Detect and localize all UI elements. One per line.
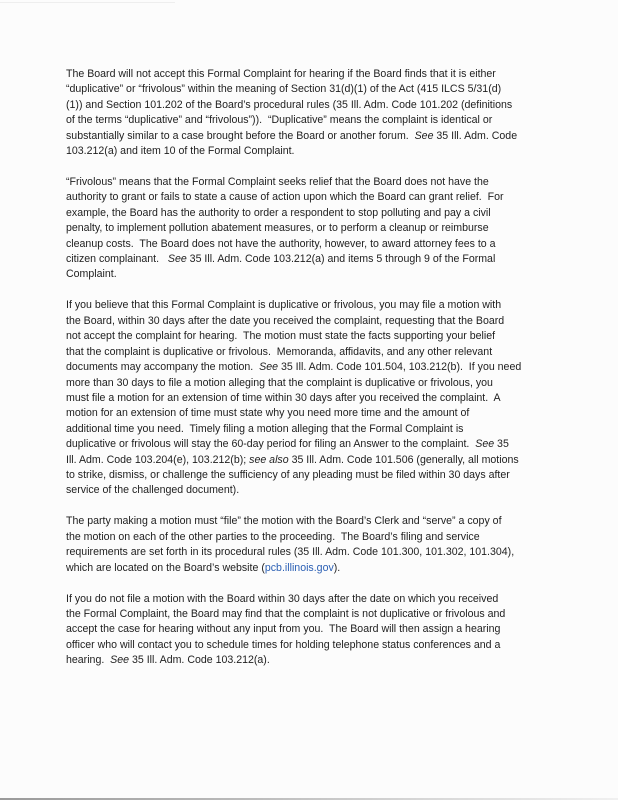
text-segment: “duplicative” or “frivolous” within the meaning of Section 31(d)(1) of the Act (415 ILCS 5/31(d)	[66, 83, 502, 96]
text-line	[66, 267, 556, 282]
text-line	[66, 530, 556, 545]
text-segment: the Board, within 30 days after the date you received the complaint, requesting that the Board	[66, 314, 505, 327]
text-line	[66, 67, 556, 82]
website-link[interactable]: pcb.illinois.gov	[264, 561, 334, 574]
italic-citation-signal: see also	[249, 453, 289, 466]
text-segment: substantially similar to a case brought before the Board or another forum.	[66, 129, 415, 142]
text-segment: the Formal Complaint, the Board may find that the complaint is not duplicative or frivolous and	[66, 607, 506, 620]
text-segment: If you do not file a motion with the Board within 30 days after the date on which you received	[66, 592, 499, 605]
text-segment: documents may accompany the motion.	[66, 361, 260, 374]
text-segment: motion for an extension of time must state why you need more time and the amount of	[66, 407, 470, 420]
paragraph-file-and-serve	[66, 514, 556, 576]
text-segment: hearing.	[66, 654, 111, 667]
text-segment: 35 Ill. Adm. Code 103.212(a) and items 5 through 9 of the Formal	[186, 253, 496, 266]
text-segment: “Frivolous” means that the Formal Complaint seeks relief that the Board does not have the	[66, 176, 489, 189]
paragraph-motion-filing	[66, 298, 556, 498]
text-line	[66, 376, 556, 391]
text-segment: authority to grant or fails to state a cause of action upon which the Board can grant relief. For	[66, 191, 504, 204]
italic-citation-signal: See	[475, 438, 495, 451]
paragraph-no-motion	[66, 592, 556, 669]
text-line	[66, 561, 556, 576]
text-line	[66, 206, 556, 221]
italic-citation-signal: See	[414, 129, 434, 142]
text-segment: citizen complainant.	[66, 253, 168, 266]
text-line	[66, 653, 556, 668]
text-segment: more than 30 days to file a motion alleging that the complaint is duplicative or frivolous, you	[66, 376, 493, 389]
text-segment: The party making a motion must “file” the motion with the Board’s Clerk and “serve” a copy of	[66, 515, 502, 528]
text-line	[66, 468, 556, 483]
text-segment: accept the case for hearing without any input from you. The Board will then assign a hearing	[66, 623, 501, 636]
text-segment: ).	[333, 561, 341, 574]
text-line	[66, 329, 556, 344]
text-line	[66, 638, 556, 653]
text-segment: (1)) and Section 101.202 of the Board’s procedural rules (35 Ill. Adm. Code 101.202 (definitions	[66, 98, 513, 111]
text-segment: The Board will not accept this Formal Complaint for hearing if the Board finds that it is either	[66, 68, 496, 80]
italic-citation-signal: See	[259, 361, 278, 374]
text-line	[66, 113, 556, 128]
text-segment: example, the Board has the authority to order a respondent to stop polluting and pay a civil	[66, 206, 491, 219]
text-line	[66, 607, 556, 622]
text-segment: 35 Ill. Adm. Code 103.212(a).	[129, 654, 270, 667]
text-line	[66, 483, 556, 498]
text-segment: 35 Ill. Adm. Code 101.506 (generally, all motions	[288, 453, 519, 466]
text-line	[66, 237, 556, 252]
text-line	[66, 592, 556, 607]
document-body	[66, 67, 556, 684]
paragraph-frivolous-definition	[66, 175, 556, 283]
text-segment: officer who will contact you to schedule times for holding telephone status conferences and a	[66, 638, 501, 651]
text-line	[66, 453, 556, 468]
text-segment: the motion on each of the other parties to the proceeding. The Board’s filing and service	[66, 530, 480, 543]
text-line	[66, 345, 556, 360]
text-line	[66, 437, 556, 452]
text-segment: 35	[494, 438, 509, 451]
text-segment: of the terms “duplicative” and “frivolous”)). “Duplicative” means the complaint is identical or	[66, 114, 493, 127]
text-line	[66, 252, 556, 267]
text-line	[66, 314, 556, 329]
italic-citation-signal: See	[110, 654, 130, 667]
text-line	[66, 422, 556, 437]
text-segment: must file a motion for an extension of time within 30 days after you received the complaint. A	[66, 391, 501, 404]
text-segment: If you believe that this Formal Complaint is duplicative or frivolous, you may file a motion with	[66, 299, 502, 312]
text-segment: cleanup costs. The Board does not have the authority, however, to award attorney fees to a	[66, 237, 496, 250]
text-line	[66, 391, 556, 406]
text-segment: service of the challenged document).	[66, 484, 240, 497]
text-line	[66, 190, 556, 205]
text-segment: to strike, dismiss, or challenge the sufficiency of any pleading must be filed within 30 days after	[66, 468, 510, 481]
text-segment: Ill. Adm. Code 103.204(e), 103.212(b);	[66, 453, 250, 466]
text-line	[66, 129, 556, 144]
text-line	[66, 360, 556, 375]
text-line	[66, 144, 556, 159]
text-segment: requirements are set forth in its procedural rules (35 Ill. Adm. Code 101.300, 101.302, 101.304),	[66, 546, 515, 559]
text-line	[66, 82, 556, 97]
text-line	[66, 298, 556, 313]
scan-edge-top	[0, 2, 175, 3]
text-line	[66, 175, 556, 190]
paragraph-not-accept	[66, 67, 556, 159]
text-segment: 35 Ill. Adm. Code 101.504, 103.212(b). If you need	[278, 361, 522, 374]
text-line	[66, 98, 556, 113]
text-segment: which are located on the Board’s website (	[66, 561, 265, 574]
text-line	[66, 514, 556, 529]
text-line	[66, 406, 556, 421]
text-line	[66, 622, 556, 637]
text-segment: not accept the complaint for hearing. The motion must state the facts supporting your belief	[66, 330, 496, 343]
text-segment: 35 Ill. Adm. Code	[433, 129, 518, 142]
text-segment: 103.212(a) and item 10 of the Formal Complaint.	[66, 145, 295, 158]
text-segment: penalty, to implement pollution abatement measures, or to perform a cleanup or reimburse	[66, 222, 489, 235]
text-segment: that the complaint is duplicative or frivolous. Memoranda, affidavits, and any other relevant	[66, 345, 493, 358]
text-line	[66, 545, 556, 560]
text-segment: duplicative or frivolous will stay the 60-day period for filing an Answer to the complaint.	[66, 438, 476, 451]
text-segment: Complaint.	[66, 268, 117, 281]
text-segment: additional time you need. Timely filing a motion alleging that the Formal Complaint is	[66, 422, 464, 435]
italic-citation-signal: See	[167, 253, 187, 266]
text-line	[66, 221, 556, 236]
